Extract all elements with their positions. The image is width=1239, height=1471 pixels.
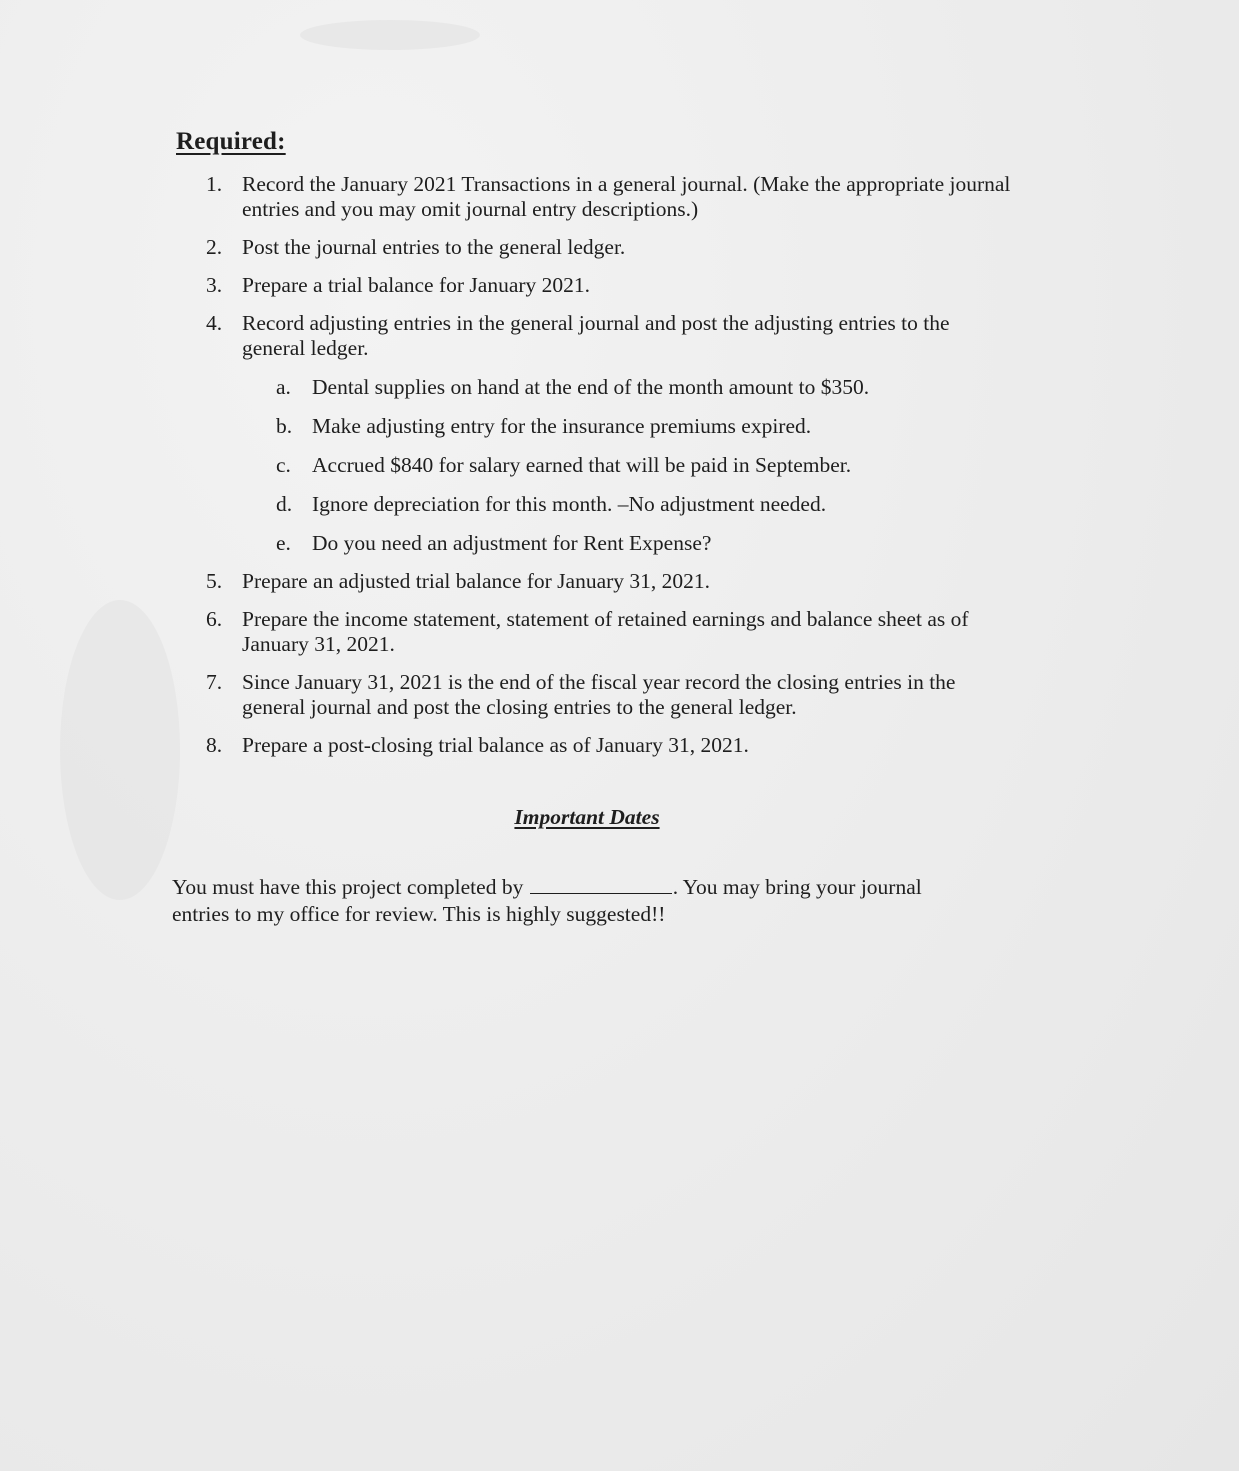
step-item — [172, 172, 1032, 222]
step-text: Prepare the income statement, statement of retained earnings and balance sheet as of January 31, 2021. — [242, 607, 969, 656]
substep-item — [206, 414, 1012, 439]
step-item — [172, 311, 1032, 556]
step-text: Record the January 2021 Transactions in a general journal. (Make the appropriate journal entries and you may omit journal entry descriptions.) — [242, 172, 1011, 221]
substep-item — [206, 492, 1012, 517]
substep-text: Ignore depreciation for this month. –No adjustment needed. — [312, 492, 827, 516]
substep-text: Make adjusting entry for the insurance premiums expired. — [312, 414, 812, 438]
substeps-list — [206, 375, 1012, 556]
step-number: 1. — [206, 172, 223, 196]
due-date-note — [172, 874, 982, 928]
note-text-after: . You may bring your journal entries to my office for review. This is highly suggested!! — [172, 875, 922, 926]
required-heading: Required: — [176, 128, 286, 155]
note-text-before: You must have this project completed by — [172, 875, 524, 899]
substep-letter: e. — [276, 531, 291, 555]
step-text: Prepare an adjusted trial balance for January 31, 2021. — [242, 569, 711, 593]
document-content — [172, 128, 1032, 928]
step-number: 2. — [206, 235, 223, 259]
paper-smudge — [300, 20, 480, 50]
step-item — [172, 235, 1032, 260]
step-text: Since January 31, 2021 is the end of the fiscal year record the closing entries in the general journal and post the closing entries to the general ledger. — [242, 670, 956, 719]
substep-item — [206, 531, 1012, 556]
step-item — [172, 569, 1032, 594]
substep-text: Accrued $840 for salary earned that will be paid in September. — [312, 453, 852, 477]
step-number: 5. — [206, 569, 223, 593]
step-number: 6. — [206, 607, 223, 631]
substep-letter: d. — [276, 492, 293, 516]
step-number: 7. — [206, 670, 223, 694]
step-item — [172, 670, 1032, 720]
substep-letter: b. — [276, 414, 293, 438]
step-number: 3. — [206, 273, 223, 297]
step-text: Prepare a post-closing trial balance as of January 31, 2021. — [242, 733, 749, 757]
substep-item — [206, 375, 1012, 400]
step-item — [172, 607, 1032, 657]
step-text: Prepare a trial balance for January 2021. — [242, 273, 591, 297]
paper-smudge — [60, 600, 180, 900]
important-dates-heading: Important Dates — [514, 805, 660, 829]
substep-text: Do you need an adjustment for Rent Expense? — [312, 531, 712, 555]
step-text: Post the journal entries to the general ledger. — [242, 235, 626, 259]
step-item — [172, 733, 1032, 758]
step-number: 8. — [206, 733, 223, 757]
steps-list — [172, 172, 1032, 758]
substep-letter: a. — [276, 375, 291, 399]
step-number: 4. — [206, 311, 223, 335]
step-text: Record adjusting entries in the general journal and post the adjusting entries to the general ledger. — [242, 311, 950, 360]
substep-text: Dental supplies on hand at the end of the month amount to $350. — [312, 375, 870, 399]
due-date-blank — [530, 875, 672, 894]
substep-letter: c. — [276, 453, 291, 477]
substep-item — [206, 453, 1012, 478]
step-item — [172, 273, 1032, 298]
